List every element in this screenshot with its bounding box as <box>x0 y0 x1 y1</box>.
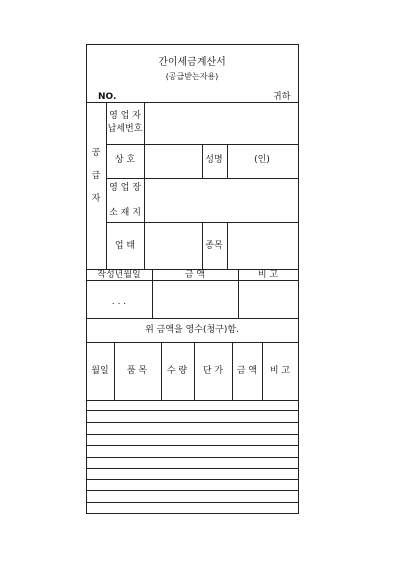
business-number-label-line-2: 납세번호 <box>107 124 143 134</box>
seal-label: (인) <box>254 155 270 165</box>
simplified-tax-invoice-form <box>86 44 299 514</box>
date-header: 작성년월일 <box>97 270 141 280</box>
no-label: NO. <box>98 92 117 102</box>
supplier-label-char-2: 급 <box>91 171 101 181</box>
supplier-label-char-1: 공 <box>91 148 101 158</box>
item-col-product: 품 목 <box>126 366 148 376</box>
supplier-label-char-3: 자 <box>91 194 101 204</box>
receipt-statement: 위 금액을 영수(청구)함. <box>145 325 239 335</box>
recipient-suffix: 귀하 <box>273 92 291 102</box>
item-col-amount: 금 액 <box>236 366 258 376</box>
trade-name-label: 상 호 <box>114 155 136 165</box>
item-col-unit-price: 단 가 <box>202 366 224 376</box>
item-type-label: 종목 <box>205 241 223 251</box>
name-label: 성명 <box>205 155 223 165</box>
item-col-quantity: 수 량 <box>166 366 188 376</box>
amount-header: 금 액 <box>184 270 206 280</box>
item-col-date: 월일 <box>91 366 109 376</box>
business-number-label-line-1: 영 업 자 <box>109 111 141 121</box>
business-address-label-line-2: 소 재 지 <box>109 208 141 218</box>
form-title: 간이세금계산서 <box>158 57 226 68</box>
item-col-remarks: 비 고 <box>269 366 291 376</box>
business-type-label: 업 태 <box>114 241 136 251</box>
date-placeholder: . . . <box>111 297 127 307</box>
form-subtitle: (공급받는자용) <box>165 72 219 81</box>
business-address-label-line-1: 영 업 장 <box>109 183 141 193</box>
remarks-header: 비 고 <box>257 270 279 280</box>
